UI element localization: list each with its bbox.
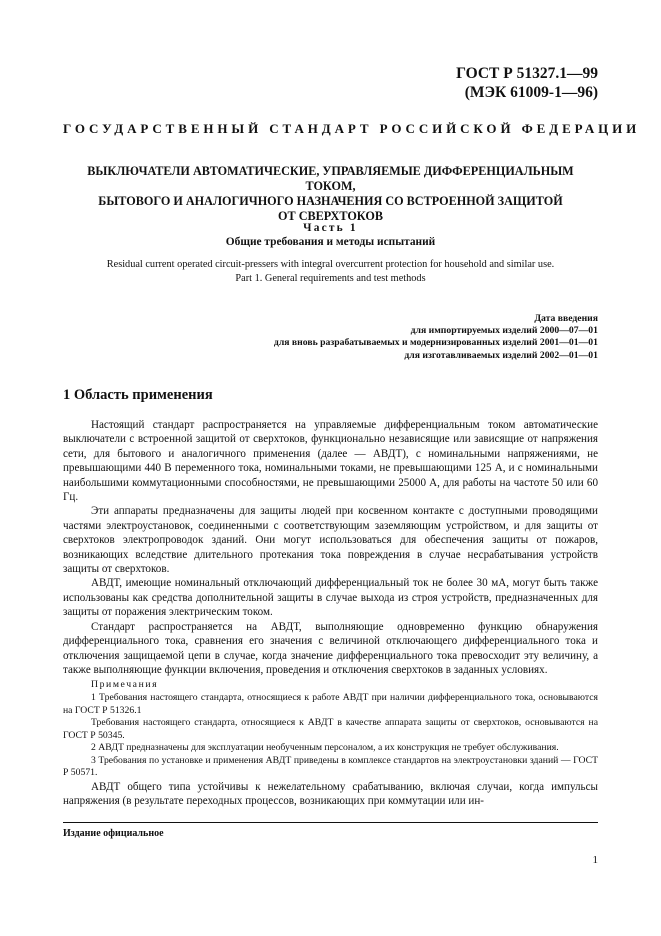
title-line-3: ОТ СВЕРХТОКОВ <box>278 209 383 223</box>
english-title <box>63 258 598 286</box>
title-line-2: БЫТОВОГО И АНАЛОГИЧНОГО НАЗНАЧЕНИЯ СО ВСТРОЕННОЙ ЗАЩИТОЙ <box>98 194 563 208</box>
part-subtitle: Общие требования и методы испытаний <box>225 236 436 248</box>
introduction-dates <box>274 313 598 362</box>
standard-number-block <box>456 64 598 102</box>
state-standard-banner: ГОСУДАРСТВЕННЫЙ СТАНДАРТ РОССИЙСКОЙ ФЕДЕРАЦИИ <box>63 121 641 136</box>
page-number: 1 <box>592 854 598 866</box>
introduction-date-new: для вновь разрабатываемых и модернизированных изделий 2001—01—01 <box>273 337 598 349</box>
document-title <box>63 164 598 224</box>
introduction-heading: Дата введения <box>534 313 598 324</box>
gost-number: ГОСТ Р 51327.1—99 <box>456 65 598 82</box>
paragraph: АВДТ общего типа устойчивы к нежелательному срабатыванию, включая случаи, когда импульсы напряжения (в результате переходных процессов, возникающих при коммутации или ин- <box>63 781 598 808</box>
note: 1 Требования настоящего стандарта, относящиеся к работе АВДТ при наличии дифференциального тока, основываются на ГОСТ Р 51326.1 <box>63 691 598 716</box>
part-heading <box>63 221 598 249</box>
note: 3 Требования по установке и применения АВДТ приведены в комплексе стандартов на электроустановки зданий — ГОСТ Р 50571. <box>63 754 598 779</box>
english-title-line-1: Residual current operated circuit-pressers with integral overcurrent protection for household and similar use. <box>106 259 555 270</box>
edition-label: Издание официальное <box>63 828 164 839</box>
note: 2 АВДТ предназначены для эксплуатации необученным персоналом, а их конструкция не требует обслуживания. <box>91 742 559 754</box>
paragraph: Эти аппараты предназначены для защиты людей при косвенном контакте с доступными проводящими частями электроустановок, соединенными с соответствующим заземляющим устройством, и для защиты от сверхтоков электропроводок зданий. Они могут использоваться для обеспечения защиты от пожаров, возникающих вследствие длительного протекания тока повреждения в случае несрабатывания устройств защиты от сверхтоков. <box>63 505 598 576</box>
paragraph: Стандарт распространяется на АВДТ, выполняющие одновременно функцию обнаружения дифференциального тока, сравнения его значения с величиной отключающего дифференциального тока и отключения защищаемой цепи в случае, когда значение дифференциального тока превосходит эту величину, а также выполняющие функции включения, проведения и отключения сверхтоков в заданных условиях. <box>63 620 598 676</box>
paragraph: АВДТ, имеющие номинальный отключающий дифференциальный ток не более 30 мА, могут быть также использованы как средства дополнительной защиты в случае выхода из строя устройств, предназначенных для защиты от поражения электрическим током. <box>63 577 598 619</box>
note: Требования настоящего стандарта, относящиеся к АВДТ в качестве аппарата защиты от сверхтоков, основываются на ГОСТ Р 50345. <box>63 717 598 741</box>
footer-divider <box>63 822 598 823</box>
introduction-date-imported: для импортируемых изделий 2000—07—01 <box>410 325 598 337</box>
paragraph: Настоящий стандарт распространяется на управляемые дифференциальным током автоматические выключатели с встроенной защитой от сверхтоков, функционально независящие или зависящие от напряжения сети, для бытового и аналогичного применения (далее — АВДТ), с номинальными напряжениями, не превышающими 440 В переменного тока, номинальными токами, не превышающими 125 А, и с номинальными наибольшими коммутационными способностями, не превышающими 25000 А, для работы на частоте 50 или 60 Гц. <box>63 419 598 504</box>
notes-heading: Примечания <box>91 679 159 691</box>
section-heading: 1 Область применения <box>63 387 213 403</box>
section-body <box>63 418 598 809</box>
introduction-date-manufactured: для изготавливаемых изделий 2002—01—01 <box>404 349 598 361</box>
iec-number: (МЭК 61009-1—96) <box>464 84 598 101</box>
part-label: Часть 1 <box>303 222 358 234</box>
english-title-line-2: Part 1. General requirements and test methods <box>235 273 426 284</box>
title-line-1: ВЫКЛЮЧАТЕЛИ АВТОМАТИЧЕСКИЕ, УПРАВЛЯЕМЫЕ ДИФФЕРЕНЦИАЛЬНЫМ ТОКОМ, <box>87 164 574 193</box>
